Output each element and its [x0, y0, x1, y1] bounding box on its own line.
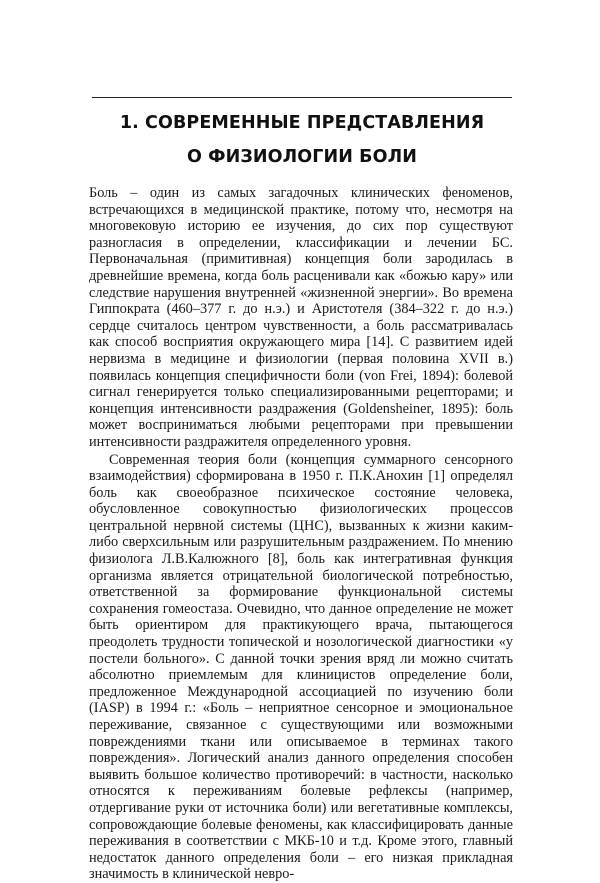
chapter-body — [89, 185, 513, 883]
paragraph-2: Современная теория боли (концепция суммарного сенсорного взаимодействия) сформирована в 1950 г. П.К.Анохин [1] определял боль как своеобразное психическое состояние человека, обусловленное совокупностью физиологических процессов центральной нервной системы (ЦНС), вызванных к жизни каким-либо сверхсильным или разрушительным раздражением. По мнению физиолога Л.В.Калюжного [8], боль как интегративная функция организма является отрицательной биологической потребностью, ответственной за формирование функциональной системы сохранения гомеостаза. Очевидно, что данное определение не может быть ориентиром для практикующего врача, пытающегося преодолеть трудности топической и нозологической диагностики «у постели больного». С данной точки зрения вряд ли можно считать абсолютно приемлемым для клиницистов определение боли, предложенное Международной ассоциацией по изучению боли (IASP) в 1994 г.: «Боль – неприятное сенсорное и эмоциональное переживание, связанное с существующими или возможными повреждениями ткани или описываемое в терминах такого повреждения». Логический анализ данного определения способен выявить большое количество противоречий: в частности, насколько относятся к переживаниям болевые рефлексы (например, отдергивание руки от источника боли) или вегетативные комплексы, сопровождающие болевые феномены, как классифицировать данные переживания в соответствии с МКБ-10 и т.д. Кроме этого, главный недостаток данного определения боли – его низкая прикладная значимость в клинической невро- — [89, 451, 513, 883]
paragraph-1: Боль – один из самых загадочных клинических феноменов, встречающихся в медицинской практике, потому что, несмотря на многовековую историю ее изучения, до сих пор существуют разногласия в определении, классификации и лечении БС. Первоначальная (примитивная) концепция боли зародилась в древнейшие времена, когда боль расценивали как «божью кару» или следствие нарушения внутренней «жизненной энергии». Во времена Гиппократа (460–377 г. до н.э.) и Аристотеля (384–322 г. до н.э.) сердце считалось центром чувственности, а боль рассматривалась как способ восприятия окружающего мира [14]. С развитием идей нервизма в медицине и физиологии (первая половина XVII в.) появилась концепция специфичности боли (von Frei, 1894): болевой сигнал генерируется только специализированными рецепторами; и концепция интенсивности раздражения (Goldensheiner, 1895): боль может восприниматься любыми рецепторами при превышении интенсивности раздражителя определенного уровня. — [89, 185, 513, 450]
header-rule — [92, 97, 512, 98]
chapter-title — [60, 106, 544, 174]
chapter-title-line-1: 1. СОВРЕМЕННЫЕ ПРЕДСТАВЛЕНИЯ — [119, 113, 485, 133]
chapter-title-line-2: О ФИЗИОЛОГИИ БОЛИ — [187, 147, 417, 167]
